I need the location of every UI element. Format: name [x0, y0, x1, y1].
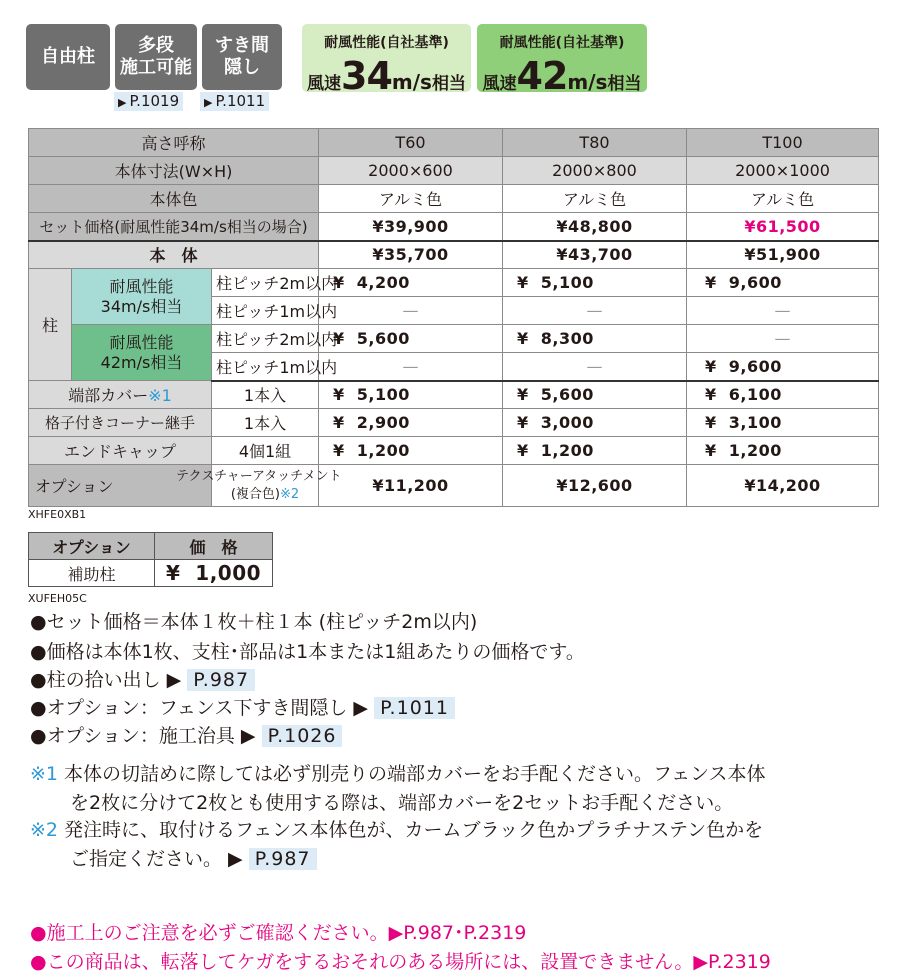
end-cover-qty: 1本入	[212, 381, 319, 409]
w42-1m-t60: —	[319, 353, 503, 381]
table-row	[29, 157, 879, 185]
option-code: XUFEH05C	[28, 592, 87, 605]
w42-2m-t80: ¥ 8,300	[503, 325, 687, 353]
gap-hide-badge	[202, 24, 282, 90]
aux-post-price: ¥ 1,000	[155, 560, 273, 587]
note-2: ※2 発注時に、取付けるフェンス本体色が、カームブラック色かプラチナステン色かを ご指定ください。 ▶ P.987	[30, 819, 764, 870]
table-row	[29, 213, 879, 241]
w34-2m-t60: ¥ 4,200	[319, 269, 503, 297]
option-header: オプション	[29, 533, 155, 560]
free-post-badge	[26, 24, 110, 90]
wind-42-title: 耐風性能(自社基準)	[499, 35, 625, 51]
size-t60: 2000×600	[319, 157, 503, 185]
note-1: ※1 本体の切詰めに際しては必ず別売りの端部カバーをお手配ください。フェンス本体 を2枚に分けて2枚とも使用する際は、端部カバーを2セットお手配ください。	[30, 763, 766, 814]
pitch-1m-label: 柱ピッチ1m以内	[212, 353, 319, 381]
body-label: 本 体	[29, 241, 319, 269]
table-row	[29, 185, 879, 213]
endcap-label: エンドキャップ	[29, 437, 212, 465]
end-cover-t80: ¥ 5,600	[503, 381, 687, 409]
size-t100: 2000×1000	[687, 157, 879, 185]
wind-42-badge	[477, 24, 647, 98]
body-price-t60: ¥35,700	[319, 241, 503, 269]
bullet-post-pickup: ●柱の拾い出し ▶ P.987	[30, 668, 255, 692]
end-cover-t60: ¥ 5,100	[319, 381, 503, 409]
multi-stage-page-link[interactable]	[114, 92, 183, 111]
color-t80: アルミ色	[503, 185, 687, 213]
texture-t100: ¥14,200	[687, 465, 879, 507]
w34-2m-t100: ¥ 9,600	[687, 269, 879, 297]
table-row	[29, 381, 879, 409]
endcap-qty: 4個1組	[212, 437, 319, 465]
col-name-t100: T100	[687, 129, 879, 157]
bullet-option-gap: ●オプション：フェンス下すき間隠し ▶ P.1011	[30, 696, 455, 720]
corner-qty: 1本入	[212, 409, 319, 437]
wind42-label: 耐風性能 42m/s相当	[72, 325, 212, 381]
corner-label: 格子付きコーナー継手	[29, 409, 212, 437]
header-name: 高さ呼称	[29, 129, 319, 157]
table-row	[29, 241, 879, 269]
color-t60: アルミ色	[319, 185, 503, 213]
pitch-2m-label: 柱ピッチ2m以内	[212, 325, 319, 353]
header-size: 本体寸法(W×H)	[29, 157, 319, 185]
w34-2m-t80: ¥ 5,100	[503, 269, 687, 297]
option-label: オプション	[35, 477, 114, 496]
table-row	[29, 437, 879, 465]
product-code: XHFE0XB1	[28, 508, 87, 521]
header-color: 本体色	[29, 185, 319, 213]
price-header: 価 格	[155, 533, 273, 560]
option-gap-page-link[interactable]: P.1011	[374, 697, 455, 719]
w42-2m-t60: ¥ 5,600	[319, 325, 503, 353]
corner-t80: ¥ 3,000	[503, 409, 687, 437]
wind-34-value: 風速34m/s相当	[307, 54, 466, 98]
table-row	[29, 533, 273, 560]
bullet-option-jig: ●オプション：施工治具 ▶ P.1026	[30, 724, 342, 748]
w42-1m-t100: ¥ 9,600	[687, 353, 879, 381]
texture-t60: ¥11,200	[319, 465, 503, 507]
aux-post-label: 補助柱	[29, 560, 155, 587]
body-price-t100: ¥51,900	[687, 241, 879, 269]
wind-34-badge	[302, 24, 471, 98]
end-cover-t100: ¥ 6,100	[687, 381, 879, 409]
note2-page-link[interactable]: P.987	[249, 848, 317, 870]
header-set-price: セット価格(耐風性能34m/s相当の場合)	[29, 213, 319, 241]
endcap-t100: ¥ 1,200	[687, 437, 879, 465]
gap-hide-label: すき間 隠し	[215, 35, 269, 78]
texture-t80: ¥12,600	[503, 465, 687, 507]
endcap-t80: ¥ 1,200	[503, 437, 687, 465]
endcap-t60: ¥ 1,200	[319, 437, 503, 465]
table-row	[29, 269, 879, 297]
multi-stage-badge	[115, 24, 197, 90]
set-price-t80: ¥48,800	[503, 213, 687, 241]
wind-42-value: 風速42m/s相当	[482, 54, 642, 98]
table-row	[29, 465, 879, 507]
set-price-t60: ¥39,900	[319, 213, 503, 241]
col-name-t60: T60	[319, 129, 503, 157]
wind-34-title: 耐風性能(自社基準)	[324, 35, 449, 51]
w42-1m-t80: —	[503, 353, 687, 381]
option-table	[28, 532, 273, 587]
post-pickup-page-link[interactable]: P.987	[187, 669, 255, 691]
option-jig-page-link[interactable]: P.1026	[262, 725, 343, 747]
body-price-t80: ¥43,700	[503, 241, 687, 269]
pitch-1m-label: 柱ピッチ1m以内	[212, 297, 319, 325]
multi-stage-label: 多段 施工可能	[120, 35, 192, 78]
warning-fall: ●この商品は、転落してケガをするおそれのある場所には、設置できません。▶P.2319	[30, 951, 771, 973]
size-t80: 2000×800	[503, 157, 687, 185]
arrow-right-icon: ▶	[204, 96, 213, 109]
texture-label: テクスチャーアタッチメント (複合色)※2	[212, 465, 319, 507]
table-row	[29, 129, 879, 157]
set-price-t100: ¥61,500	[687, 213, 879, 241]
table-row	[29, 409, 879, 437]
end-cover-label: 端部カバー※1	[29, 381, 212, 409]
table-row	[29, 325, 879, 353]
table-row	[29, 560, 273, 587]
bullet-set-price: ●セット価格＝本体１枚＋柱１本 (柱ピッチ2m以内)	[30, 611, 478, 633]
arrow-right-icon: ▶	[118, 96, 127, 109]
corner-t60: ¥ 2,900	[319, 409, 503, 437]
wind34-label: 耐風性能 34m/s相当	[72, 269, 212, 325]
w34-1m-t60: —	[319, 297, 503, 325]
multi-stage-page-ref: P.1019	[129, 92, 180, 110]
gap-hide-page-ref: P.1011	[215, 92, 266, 110]
gap-hide-page-link[interactable]	[200, 92, 269, 111]
w42-2m-t100: —	[687, 325, 879, 353]
free-post-label: 自由柱	[41, 46, 95, 67]
pitch-2m-label: 柱ピッチ2m以内	[212, 269, 319, 297]
bullet-price-unit: ●価格は本体1枚、支柱･部品は1本または1組あたりの価格です。	[30, 641, 585, 663]
col-name-t80: T80	[503, 129, 687, 157]
price-table	[28, 128, 879, 507]
w34-1m-t100: —	[687, 297, 879, 325]
post-label: 柱	[29, 269, 72, 381]
color-t100: アルミ色	[687, 185, 879, 213]
warning-install: ●施工上のご注意を必ずご確認ください。▶P.987･P.2319	[30, 922, 527, 944]
w34-1m-t80: —	[503, 297, 687, 325]
corner-t100: ¥ 3,100	[687, 409, 879, 437]
